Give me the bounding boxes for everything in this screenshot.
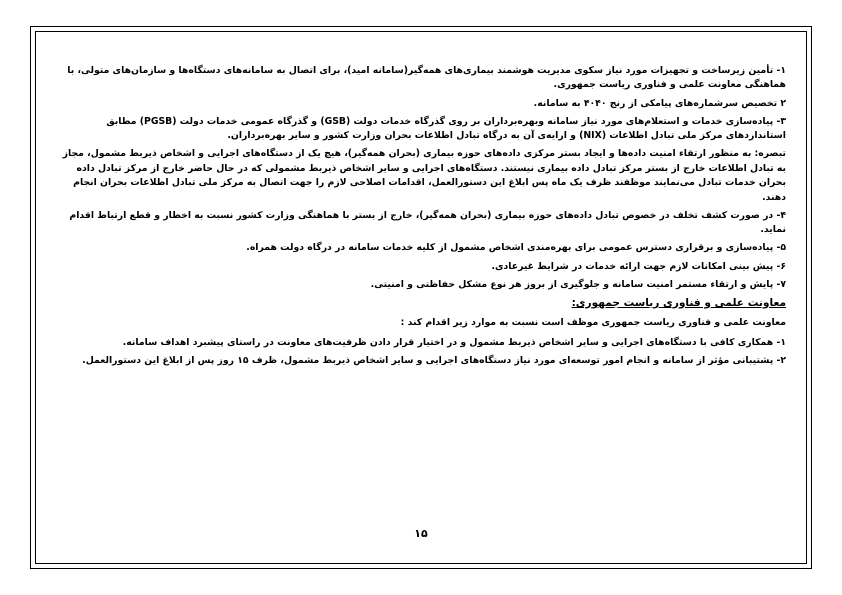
paragraph-2: ۲ تخصیص سرشماره‌های پیامکی از رنج ۴۰۴۰ به سامانه. <box>533 97 786 109</box>
paragraph-7: ۷- پایش و ارتقاء مستمر امنیت سامانه و جلوگیری از بروز هر نوع مشکل حفاظتی و امنیتی. <box>370 278 786 290</box>
paragraph-4: ۴- در صورت کشف تخلف در خصوص تبادل داده‌های حوزه بیماری (بحران همه‌گیر)، خارج از بستر با هماهنگی وزارت کشور نسبت به اخطار و قطع ارتباط اقدام نماید. <box>69 209 786 236</box>
paragraph-5: ۵- پیاده‌سازی و برقراری دسترس عمومی برای بهره‌مندی اشخاص مشمول از کلیه خدمات سامانه در درگاه دولت همراه. <box>246 242 786 254</box>
note-paragraph: تبصره: به منظور ارتقاء امنیت داده‌ها و ایجاد بستر مرکزی داده‌های حوزه بیماری (بحران همه‌گیر)، هیچ یک از دستگاه‌های اجرایی و اشخاص ذیربط مشمول، مجاز به تبادل اطلاعات خارج از بستر مرکز تبادل داده بیماری نیستند. دستگاه‌های اجرایی و سایر اشخاص ذیربط مشمولی که در حال حاضر خارج از مرکز تبادل داده بحران خدمات تبادل می‌نمایند موظفند ظرف یک ماه پس ابلاغ این دستورالعمل، اقدامات اصلاحی لازم را جهت اتصال به مرکز ملی تبادل اطلاعات بحران انجام دهند. <box>62 148 786 203</box>
page-number: ۱۵ <box>414 527 428 540</box>
document-body <box>56 64 786 368</box>
paragraph-3: ۳- پیاده‌سازی خدمات و استعلام‌های مورد نیاز سامانه وبهره‌برداران بر روی گذرگاه خدمات دولت (GSB) و گذرگاه عمومی خدمات دولت (PGSB) مطابق استانداردهای مرکز ملی تبادل اطلاعات (NIX) و ارایه‌ی آن به درگاه تبادل اطلاعات بحران وزارت کشور و سایر بهره‌برداران. <box>106 115 786 142</box>
section-item-1: ۱- همکاری کافی با دستگاه‌های اجرایی و سایر اشخاص ذیربط مشمول و در اختیار قرار دادن ظرفیت‌های معاونت در راستای پیشبرد اهداف سامانه. <box>122 336 786 348</box>
paragraph-1: ۱- تأمین زیرساخت و تجهیزات مورد نیاز سکوی مدیریت هوشمند بیماری‌های همه‌گیر(سامانه امید)، برای اتصال به سامانه‌های دستگاه‌ها و سازمان‌های متولی، با هماهنگی معاونت علمی و فناوری ریاست جمهوری. <box>67 65 786 91</box>
paragraph-6: ۶- پیش بینی امکانات لازم جهت ارائه خدمات در شرایط غیرعادی. <box>491 260 786 272</box>
section-intro: معاونت علمی و فناوری ریاست جمهوری موظف است نسبت به موارد زیر اقدام کند : <box>400 317 786 329</box>
section-item-2: ۲- پشتیبانی مؤثر از سامانه و انجام امور توسعه‌ای مورد نیاز دستگاه‌های اجرایی و سایر اشخاص ذیربط مشمول، ظرف ۱۵ روز پس از ابلاغ این دستورالعمل. <box>82 355 786 367</box>
section-heading: معاونت علمی و فناوری ریاست جمهوری: <box>571 297 786 310</box>
